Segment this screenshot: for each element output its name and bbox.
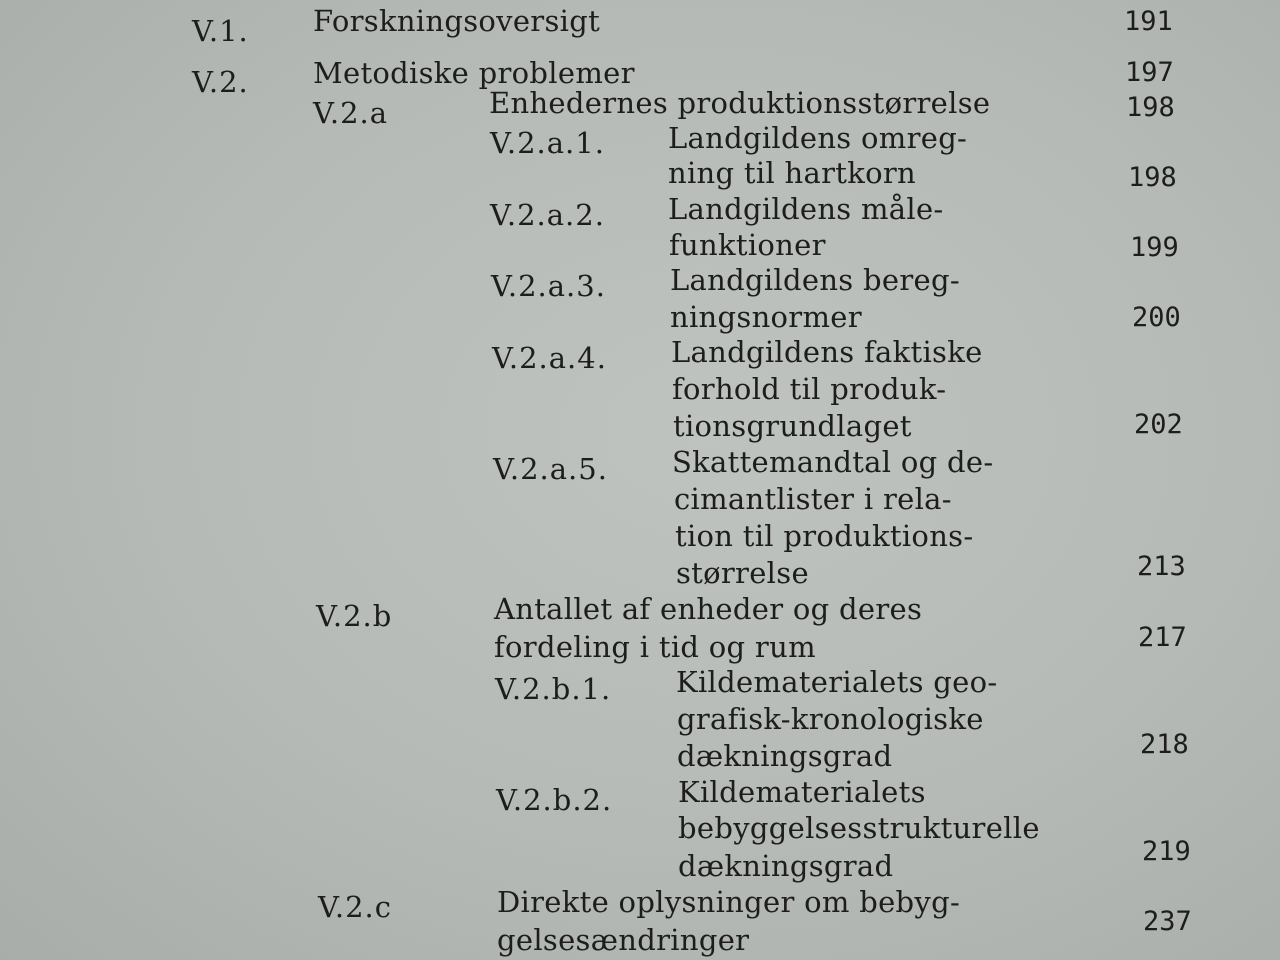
- toc-code: V.2.b.1.: [495, 672, 612, 706]
- toc-title-line: funktioner: [669, 228, 826, 262]
- toc-page-number: 213: [1137, 551, 1186, 582]
- toc-page-number: 237: [1143, 906, 1192, 937]
- toc-title-line: Enhedernes produktionsstørrelse: [489, 86, 991, 120]
- toc-page-number: 197: [1125, 57, 1174, 88]
- toc-code: V.2.a.4.: [492, 341, 607, 375]
- toc-code: V.2.: [192, 65, 249, 99]
- toc-title-line: størrelse: [676, 556, 809, 590]
- toc-title-line: bebyggelsesstrukturelle: [678, 811, 1040, 845]
- toc-title-line: Metodiske problemer: [313, 56, 635, 90]
- toc-code: V.2.a.1.: [490, 126, 605, 160]
- toc-title-line: Kildematerialets: [678, 775, 926, 809]
- toc-title-line: Landgildens bereg-: [670, 263, 960, 297]
- toc-title-line: Direkte oplysninger om bebyg-: [497, 885, 961, 919]
- toc-title-line: dækningsgrad: [678, 849, 894, 883]
- toc-title-line: forhold til produk-: [672, 372, 947, 406]
- toc-code: V.2.a.5.: [493, 452, 608, 486]
- toc-page-number: 191: [1124, 6, 1173, 37]
- toc-title-line: dækningsgrad: [677, 739, 893, 773]
- toc-code: V.2.b: [316, 599, 393, 633]
- toc-code: V.2.a.3.: [491, 269, 606, 303]
- toc-title-line: Forskningsoversigt: [313, 4, 601, 38]
- toc-title-line: fordeling i tid og rum: [494, 630, 816, 664]
- toc-title-line: Kildematerialets geo-: [676, 665, 998, 699]
- toc-title-line: Landgildens omreg-: [668, 121, 968, 155]
- toc-title-line: tion til produktions-: [675, 519, 974, 553]
- toc-title-line: cimantlister i rela-: [674, 482, 952, 516]
- toc-code: V.2.c: [318, 890, 393, 924]
- toc-title-line: Antallet af enheder og deres: [494, 592, 923, 626]
- toc-page-number: 219: [1142, 836, 1191, 867]
- toc-title-line: grafisk-kronologiske: [677, 702, 984, 736]
- toc-title-line: tionsgrundlaget: [673, 409, 912, 443]
- toc-title-line: Skattemandtal og de-: [672, 445, 994, 479]
- toc-title-line: ning til hartkorn: [668, 156, 916, 190]
- toc-page-number: 217: [1138, 622, 1187, 653]
- toc-page-number: 200: [1132, 302, 1181, 333]
- toc-page-number: 198: [1126, 92, 1175, 123]
- toc-code: V.1.: [192, 14, 249, 48]
- toc-title-line: Landgildens faktiske: [671, 335, 983, 369]
- toc-page-number: 198: [1128, 162, 1177, 193]
- toc-code: V.2.a: [313, 96, 389, 130]
- toc-page-number: 218: [1140, 729, 1189, 760]
- toc-code: V.2.a.2.: [490, 198, 605, 232]
- toc-title-line: gelsesændringer: [497, 923, 750, 957]
- toc-title-line: Landgildens måle-: [668, 192, 944, 226]
- toc-code: V.2.b.2.: [496, 783, 613, 817]
- toc-title-line: ningsnormer: [670, 300, 862, 334]
- toc-page-number: 202: [1134, 409, 1183, 440]
- toc-page-number: 199: [1130, 232, 1179, 263]
